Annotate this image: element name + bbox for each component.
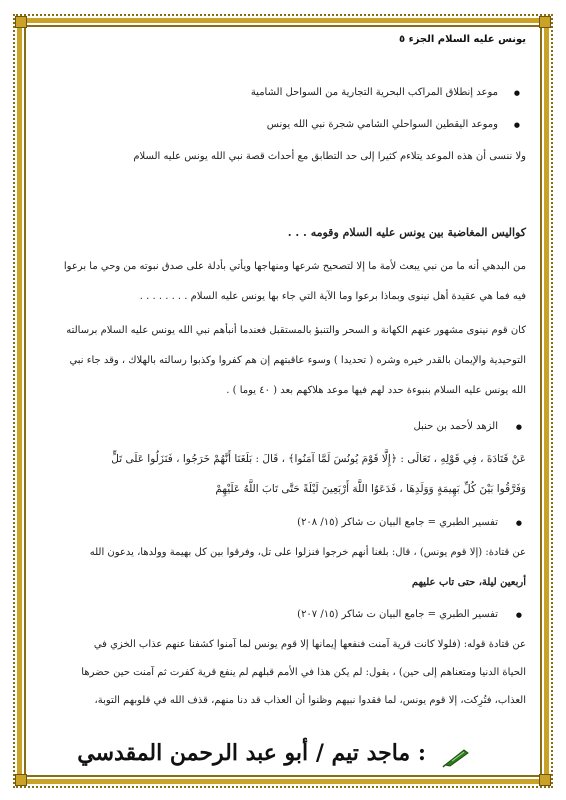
quote-line: عن قتادة: (إلا قوم يونس) ، قال: بلغنا أنهم خرجوا فنزلوا على تل، وفرقوا بين كل بهيمة وولدها، يدعون الله xyxy=(89,547,526,558)
intro-note: ولا ننسى أن هذه الموعد يتلاءم كثيرا إلى حد التطابق مع أحداث قصة نبي الله يونس عليه السلام xyxy=(133,151,526,162)
source-reference: ● الزهد لأحمد بن حنبل xyxy=(12,420,526,434)
quote-line: أربعين ليلة، حتى تاب عليهم xyxy=(411,577,526,588)
source-reference: ● تفسير الطبري = جامع البيان ت شاكر (١٥/ ٢٠٧) xyxy=(12,608,526,622)
intro-bullet: ● موعد إنطلاق المراكب البحرية التجارية من السواحل الشامية xyxy=(12,86,526,100)
section-title: كواليس المغاضبة بين يونس عليه السلام وقومه . . . xyxy=(287,226,526,239)
author-signature: : ماجد تيم / أبو عبد الرحمن المقدسي xyxy=(77,740,426,766)
quote-line: العذاب، فتُرِكت، إلا قوم يونس، لما فقدوا نبيهم وظنوا أن العذاب قد دنا منهم، قذف الله في قلوبهم التوبة، xyxy=(94,695,526,706)
source-reference: ● تفسير الطبري = جامع البيان ت شاكر (١٥/ ٢٠٨) xyxy=(12,516,526,530)
quote-line: الحياة الدنيا ومتعناهم إلى حين) ، يقول: لم يكن هذا في الأمم قبلهم لم ينفع قرية كفرت ثم آمنت حين حضرها xyxy=(81,667,526,678)
paragraph-line: الله يونس عليه السلام بنبوءة حدد لهم فيها موعد هلاكهم بعد ( ٤٠ يوما ) . xyxy=(226,385,526,396)
border-corner-ornament xyxy=(539,774,551,786)
border-corner-ornament xyxy=(539,16,551,28)
intro-bullet: ● وموعد اليقطين السواحلي الشامي شجرة نبي الله يونس xyxy=(12,118,526,132)
paragraph-line: فيه فما هي عقيدة أهل نينوى وبماذا برعوا وما الآية التي جاء بها يونس عليه السلام . . . . . . . . xyxy=(139,291,526,302)
page-header-title: يونس عليه السلام الجزء ٥ xyxy=(398,34,526,45)
paragraph-line: كان قوم نينوى مشهور عنهم الكهانة و السحر والتنبؤ بالمستقبل فعندما أنبأهم نبي الله يونس عليه السلام برسالته xyxy=(66,325,526,336)
quote-line: عن قتادة قوله: (فلولا كانت قرية آمنت فنفعها إيمانها إلا قوم يونس لما آمنوا كشفنا عنهم عذاب الخزي في xyxy=(93,639,526,650)
quote-line: وَفَرَّقُوا بَيْنَ كُلِّ بَهِيمَةٍ وَوَلَدِهَا ، فَدَعَوُا اللَّهَ أَرْبَعِينَ لَيْلَةً حَتَّى تَابَ اللَّهُ عَلَيْهِمْ xyxy=(215,483,526,495)
paragraph-line: من البدهي أنه ما من نبي يبعث لأمة ما إلا لتصحيح شرعها ومنهاجها ويأتي بأدلة على صدق نبوته من وحي ما برعوا xyxy=(63,261,526,272)
paragraph-line: التوحيدية والإيمان بالقدر خيره وشره ( تحديدا ) وسوء عاقبتهم إن هم كفروا وكذبوا رسالته بالهلاك ، وقد جاء نبي xyxy=(69,355,526,366)
border-corner-ornament xyxy=(15,16,27,28)
page-content xyxy=(40,28,526,728)
page-footer xyxy=(40,738,526,774)
quote-line: عَنْ قَتَادَةَ ، فِي قَوْلِهِ ، تَعَالَى : ﴿إِلَّا قَوْمَ يُونُسَ لَمَّا آمَنُوا﴾ ، قَالَ : بَلَغَنَا أَنَّهُمْ خَرَجُوا ، فَنَزَلُوا عَلَى تَلٍّ xyxy=(111,453,526,465)
border-corner-ornament xyxy=(15,774,27,786)
quill-icon xyxy=(442,746,472,768)
